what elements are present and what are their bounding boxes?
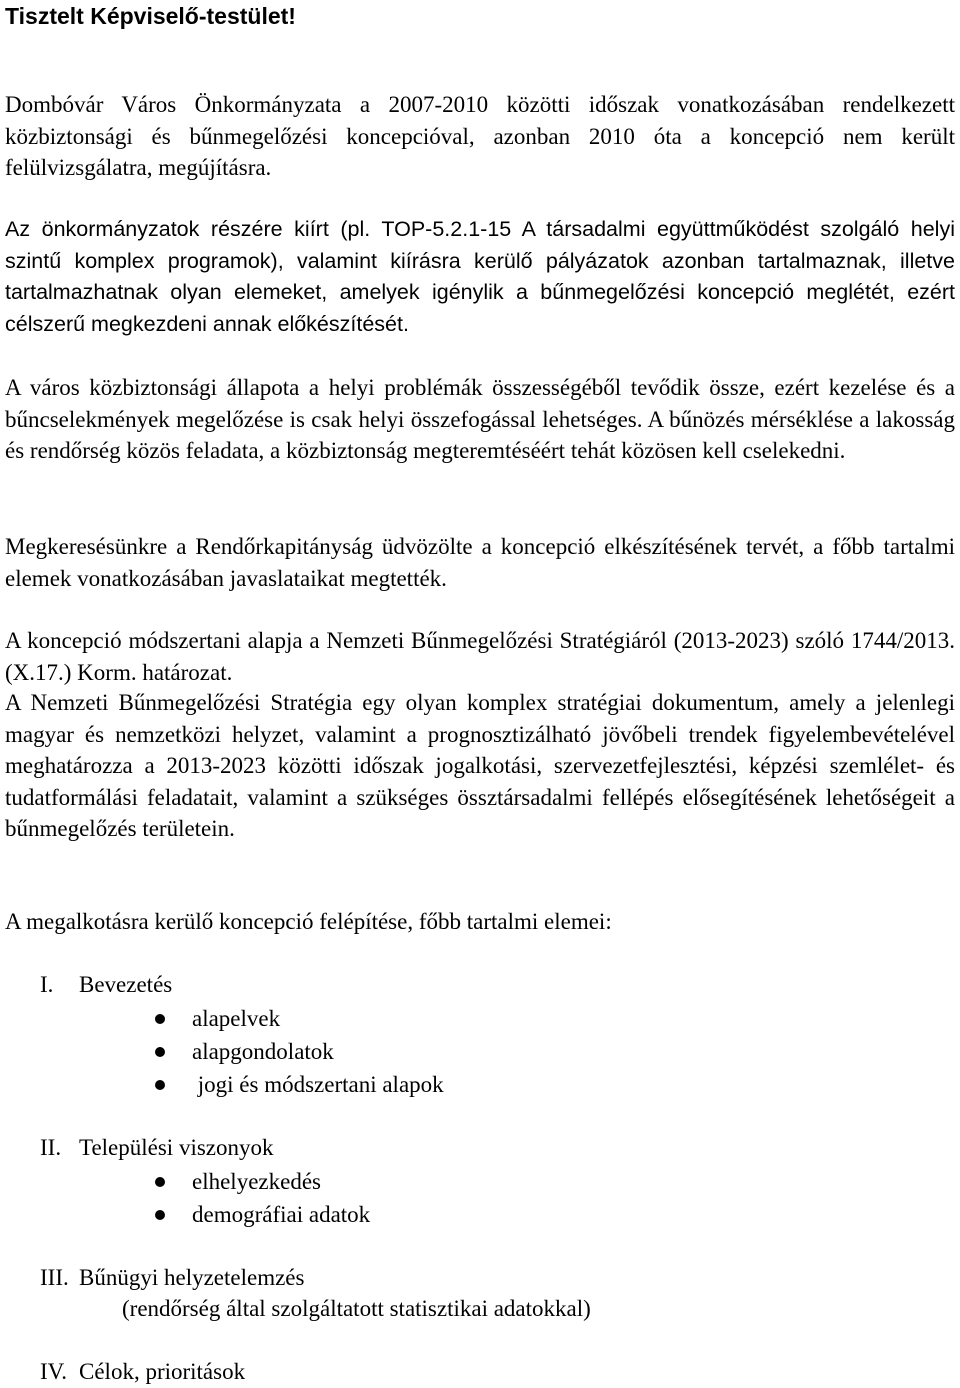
section-title: Célok, prioritások: [79, 1359, 246, 1384]
paragraph-public-safety: A város közbiztonsági állapota a helyi problémák összességéből tevődik össze, ezért kezelése és a bűncselekmények megelőzése is csak helyi összefogással lehetséges. A bűnözés mérséklése a lakosság és rendőrség közös feladata, a közbiztonság megteremtéséért tehát közösen kell cselekedni.: [5, 375, 955, 463]
list-item-label: elhelyezkedés: [192, 1169, 321, 1194]
bullet-icon: [155, 1080, 165, 1090]
bullet-icon: [155, 1047, 165, 1057]
list-item-label: alapgondolatok: [192, 1039, 334, 1064]
bullet-icon: [155, 1210, 165, 1220]
section-subtitle: (rendőrség által szolgáltatott statisztikai adatokkal): [122, 1296, 591, 1321]
paragraph-tenders: Az önkormányzatok részére kiírt (pl. TOP-5.2.1-15 A társadalmi együttműködést szolgáló helyi szintű komplex programok), valamint kiírásra kerülő pályázatok azonban tartalmaznak, illetve tartalmazhatnak olyan elemeket, amelyek igénylik a bűnmegelőzési koncepció meglétét, ezért célszerű megkezdeni annak előkészítését.: [5, 217, 955, 336]
section-number: IV.: [40, 1359, 68, 1384]
list-item-label: jogi és módszertani alapok: [192, 1072, 444, 1097]
list-item-label: alapelvek: [192, 1006, 281, 1031]
paragraph-national-strategy: A Nemzeti Bűnmegelőzési Stratégia egy olyan komplex stratégiai dokumentum, amely a jelenlegi magyar és nemzetközi helyzet, valamint a prognosztizálható jövőbeli trendek figyelembevételével meghatározza a 2013-2023 közötti időszak jogalkotási, szervezetfejlesztési, képzési szemlélet- és tudatformálási feladatait, valamint a szükséges össztársadalmi fellépés elősegítésének lehetőségeit a bűnmegelőzés területein.: [5, 690, 955, 841]
section-number: II.: [40, 1135, 62, 1160]
paragraph-structure-intro: A megalkotásra kerülő koncepció felépítése, főbb tartalmi elemei:: [5, 909, 612, 934]
paragraph-police-response: Megkeresésünkre a Rendőrkapitányság üdvözölte a koncepció elkészítésének tervét, a főbb tartalmi elemek vonatkozásában javaslataikat megtették.: [5, 534, 955, 591]
section-number: I.: [40, 972, 54, 997]
section-number: III.: [40, 1265, 69, 1290]
section-title: Települési viszonyok: [79, 1135, 274, 1160]
section-title: Bevezetés: [79, 972, 173, 997]
bullet-icon: [155, 1177, 165, 1187]
document-title: Tisztelt Képviselő-testület!: [5, 3, 296, 29]
section-title: Bűnügyi helyzetelemzés: [79, 1265, 305, 1290]
paragraph-methodology: A koncepció módszertani alapja a Nemzeti Bűnmegelőzési Stratégiáról (2013-2023) szóló 1744/2013. (X.17.) Korm. határozat.: [5, 628, 955, 685]
paragraph-concept-history: Dombóvár Város Önkormányzata a 2007-2010 közötti időszak vonatkozásában rendelkezett közbiztonsági és bűnmegelőzési koncepcióval, azonban 2010 óta a koncepció nem került felülvizsgálatra, megújításra.: [5, 92, 955, 180]
list-item-label: demográfiai adatok: [192, 1202, 371, 1227]
bullet-icon: [155, 1014, 165, 1024]
